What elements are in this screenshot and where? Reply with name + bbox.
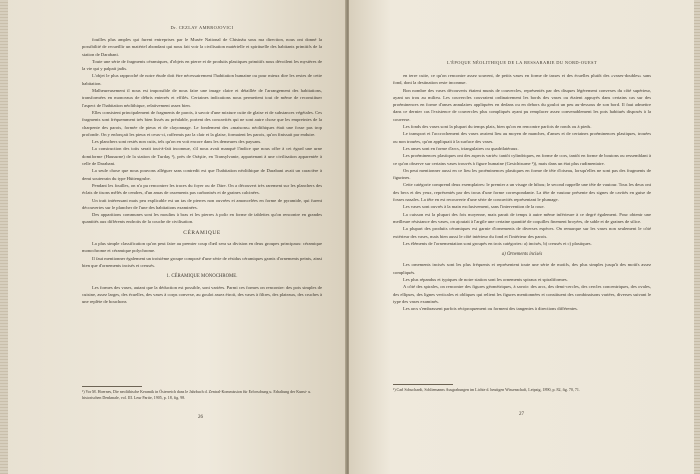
paragraph: La plupart des produits céramiques est garnie d'ornements de diverses espèces. On remarque sur les vases non seulement le côté extérieur des vases, mais bien aussi le côté intérieur du fond et l'intérieur des parois. [393, 226, 651, 239]
footnote-rule [393, 384, 453, 385]
paragraph: Les anses sont en forme d'arcs, triangulaires ou quadrilatéraux. [403, 145, 519, 151]
footnote: ¹) Vor M. Hoernes, Die neolithische Keramik in Österreich dans le Jahrbuch d. Zentral-Kommission für Erforschung u. Erhaltung der Kunst- u. historischen Denkmale, vol. III. Leur Partie, 1905, p. 18, fig. 98. [82, 389, 312, 400]
paragraph: Les arcs s'embrassent parfois réciproquement ou forment des tangentes à directions différentes. [403, 306, 578, 312]
footnote: ¹) Carl Schuchardt, Schliemanns Ausgrabungen im Lichte d. heutigen Wissenschaft, Leipzig, 1890, p. 82, fig. 70, 71. [393, 387, 580, 392]
paragraph: Les fonds des vases sont la plupart du temps plats, bien qu'on en rencontre parfois de ronds ou à pieds. [403, 124, 592, 130]
paragraph: Un trait intéressant mais peu explicable est un tas de pierres non ouvrées et amoncelées en forme de pyramide, qui furent découvertes sur le plancher de l'une des habitations examinées. [82, 197, 322, 210]
paragraph: Cette catégorie comprend deux exemplaires: le premier a un visage de hibou; le second rappelle une tête de vautour. Tous les deux ont des becs et des yeux, représentés par des trous d'une forme correspondante. La tête de vautour présente des signes de cavités en guise de fosses nasales. La tête en est recouverte d'une série de concavités représentant le plumage. [393, 182, 651, 203]
paragraph: Les plus répandus et typiques de notre station sont les ornements spiraux et spiraliformes. [403, 277, 568, 283]
paragraph: Les proéminences plastiques ont des aspects variés: tantôt cylindriques, en forme de cors, tantôt en forme de boutons ou ressemblant à ce qu'on observe sur certains vases trouvés à figure humaine (Gesichtsurne ¹)), mais dans un état plus rudimentaire. [393, 153, 651, 166]
paragraph: On peut mentionner aussi en ce lieu les proéminences plastiques en forme de tête d'oiseau, lorsqu'elles ne sont pas des fragments de figurines. [393, 167, 651, 181]
paragraph: Toute une série de fragments céramiques, d'objets en pierre et de produits plastiques primitifs nous dévoilent les mystères de la vie qui y palpait jadis. [82, 58, 322, 72]
running-head: Dr. CEZLAV AMBROJOVICI [170, 25, 234, 30]
paragraph: en terre cuite, ce qu'on rencontre assez souvent, de petits vases en forme de tasses et des écuelles plutôt des «vases-doubles» sans fond, dont la destination reste inconnue. [393, 73, 651, 86]
paragraph: Les formes des vases, autant que la déduction est possible, sont variées. Parmi ces formes on rencontre: des pots simples de cuisine, assez larges, des écuelles, des vases à corps convexe, au goulot assez étroit, des vases à filtres, des plateaux, des cruches à une replète de bouchons [82, 284, 322, 305]
page-edge [694, 0, 700, 474]
sub-title: 1. CÉRAMIQUE MONOCHROME. [166, 274, 238, 280]
right-page [349, 0, 700, 474]
paragraph: La seule chose que nous pouvons alléguer sans contredit est que l'habitation néolithique de Darabani avait un caractère à demi souterrain du type Hüttengrube. [82, 168, 322, 181]
paragraph: Bon nombre des vases découverts étaient munis de couvercles, représentés par des disques légèrement convexes du côté supérieur, ayant un trou au milieu. Les couvercles couvraient ordinairement les bords des vases ou étaient appuyés dans certains cas sur des proéminences en forme d'anses annulaires appliquées en dedans ou en dehors du goulot un peu au-dessous de son bord. Il faut admettre dans ce dernier cas l'existence de couvercles plus compliqués ayant pu remplacer assez convenablement les pots habitués disposés à la couverse. [393, 87, 651, 122]
paragraph: Les ornements incisés sont les plus fréquents et représentent toute une série de motifs, des plus simples jusqu'à des motifs assez compliqués. [393, 262, 651, 275]
paragraph: Des apparitions communes sont les moulins à bras et les pierres à polir en forme de tablettes qu'on rencontre en grandes quantités aux différents endroits de la couche de civilisation. [82, 212, 322, 225]
paragraph: La plus simple classification qu'on peut faire au premier coup d'œil sera sa division en deux groupes principaux: céramique monochrome et céramique polychrome. [82, 241, 322, 254]
paragraph: Il faut mentionner également un troisième groupe composé d'une série de résidus céramiques garnis d'ornements peints, ainsi bien que d'ornements incisés et creusés. [82, 255, 322, 268]
page-edge [0, 0, 8, 474]
right-body [393, 72, 651, 313]
section-title: CÉRAMIQUE [183, 229, 221, 236]
paragraph: La cuisson est la plupart des fois moyenne, mais parait de temps à autre même inférieure à ce degré également. Pour obtenir une meilleure résistance des vases, on ajoutait à l'argile une certaine quantité de coquilles finement broyées, de sable et de graines de silice. [393, 211, 651, 224]
paragraph: fouilles plus amples qui furent entreprises par le Musée National de Chisinău sous ma direction, nous ont donné la possibilité de recueillir un matériel abondant qui nous fait voir la civilisation matérielle et spirituelle des habitants primitifs de la station de Darabani. [82, 37, 322, 57]
paragraph: Les éléments de l'ornementation sont groupés en trois catégories: a) incisés, b) creusés et c) plastiques. [403, 240, 592, 246]
sub-title: a) Ornements incisés [501, 252, 543, 258]
paragraph: Malheureusement il nous est impossible de nous faire une image claire et détaillée de l'arrangement des habitations, transformées en monceaux de débris enterrés et effilés. Certaines indications nous permettent tout de même de reconstituer l'aspect de l'habitation néolithique, relativement assez bien. [82, 88, 322, 108]
paragraph: La construction des toits serait tout-à-fait inconnue, s'il nous avait manqué l'indice que nous offre à cet égard une urne domiforme (Hausurne) de la station de Turdaş ¹), près de Orăştie, en Transylvanie, appartenant à une civilisation apparentée à celle de Darabani. [82, 146, 322, 167]
paragraph: Elles consistent principalement de fragments de parois, à savoir d'une mixture cuite de glaise et de substances végétales. Ces fragments sont fréquemment très bien lissés au préalable, portent des concavités qui ne sont autre chose que les empreintes de la charpente des parois, formée de pieux et de clayonnage. Le fondement des «maisons» néolithiques était une fosse pas trop profonde. On y enfonçait les pieux et ceux-ci, raffermis par la clair et la glaise, formaient les parois, qu'on finissait par enduire. [82, 109, 322, 137]
paragraph: L'objet le plus rapproché de notre étude doit être nécessairement l'habitation humaine ou pour mieux dire les restes de cette habitation. [82, 73, 322, 86]
paragraph: Le transport et l'accrochement des vases avaient lieu au moyen de manches, d'anses et de certaines proéminences plastiques, trouées ou non trouées, qu'on appliquait à la surface des vases. [393, 131, 651, 144]
paragraph: Les vases sont ouvrés à la main exclusivement, sans l'intervention de la roue. [403, 204, 545, 210]
footnote-rule [82, 386, 142, 387]
left-page [0, 0, 346, 474]
page-number: 26 [198, 415, 203, 420]
page-number: 27 [519, 412, 524, 417]
paragraph: Les planchers sont restés non cuits, tels qu'on en voit encore dans les demeures des paysans. [92, 139, 262, 145]
paragraph: A côté des spirales, on rencontre des figures géométriques, à savoir: des arcs, des demi-cercles, des cercles concentriques, des ovales, des ellipses, des lignes verticales et obliques qui relient les figures mentionnées et constituent des combinaisons variées, diverses suivant le type des vases examinés. [393, 284, 651, 304]
paragraph: Pendant les fouilles, on n'a pu rencontrer les traces du foyer ou de l'âtre. On a découvert très rarement sur les planchers des éclats de tisons mêlés de cendres, d'un amas de ossements pas carbonisés et de graines calcinées. [82, 182, 322, 196]
running-head: L'ÉPOQUE NÉOLITHIQUE DE LA BESSARABIE DU NORD-OUEST [447, 60, 597, 65]
left-body-top [82, 36, 322, 305]
